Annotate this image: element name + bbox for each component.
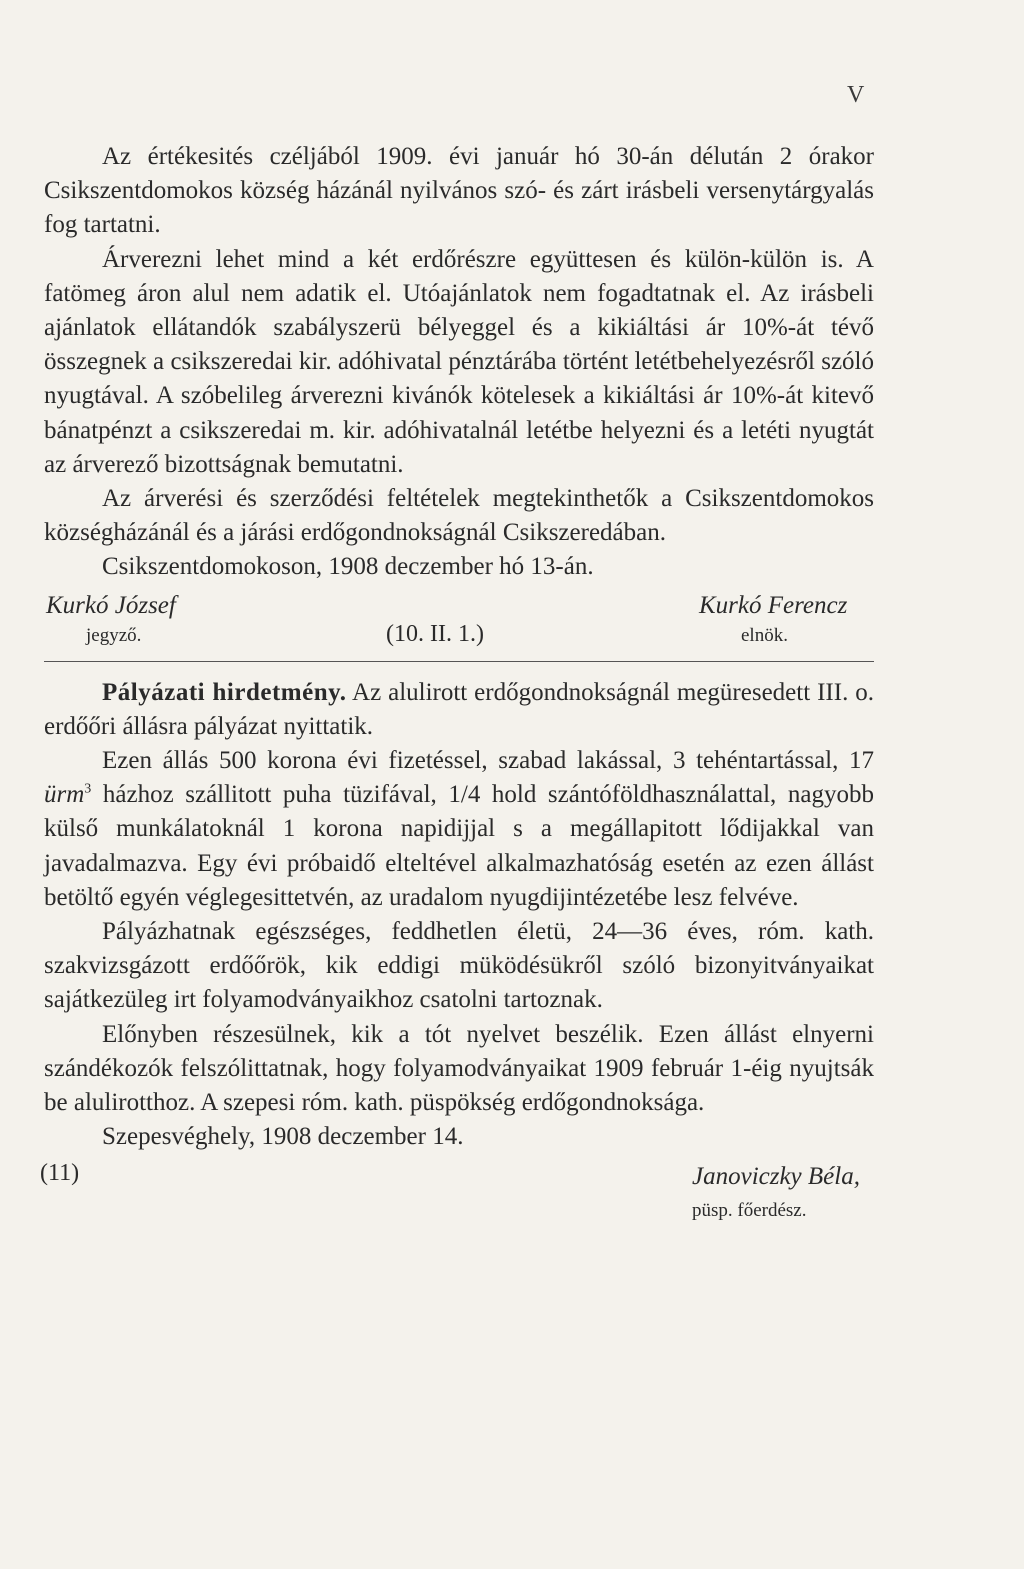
notice1-place-date: Csikszentdomokoson, 1908 deczember hó 13-án.	[102, 553, 594, 581]
notice2-paragraph-2	[44, 744, 874, 915]
notice1-paragraph-2: Árverezni lehet mind a két erdőrészre együttesen és külön-külön is. A fatömeg áron alul nem adatik el. Utóajánlatok nem fogadtatnak el. Az irásbeli ajánlatok ellátandók szabályszerü bélyeggel és a kikiáltási ár 10%-át tévő összegnek a csikszeredai kir. adóhivatal pénztárába történt letétbehelyezésről szóló nyugtával. A szóbelileg árverezni kivánók kötelesek a kikiáltási ár 10%-át kitevő bánatpénzt a csikszeredai m. kir. adóhivatalnál letétbe helyezni és a letéti nyugtát az árverező bizottságnak bemutatni.	[44, 245, 874, 478]
signer-left-name: Kurkó József	[46, 591, 176, 619]
signer-right-role: elnök.	[741, 624, 788, 646]
notice2-heading: Pályázati hirdetmény.	[102, 678, 347, 706]
unit-text: ürm	[44, 781, 85, 809]
notice2-signature	[40, 1154, 874, 1234]
notice2-p2-part-b: házhoz szállitott puha tüzifával,	[102, 781, 437, 809]
notice2-reference: (11)	[40, 1160, 80, 1187]
signer-name: Janoviczky Béla,	[692, 1163, 860, 1191]
fraction-text: 1/4	[448, 781, 481, 809]
notice2-paragraph-3: Pályázhatnak egészséges, feddhetlen életü, 24—36 éves, róm. kath. szakvizsgázott erdőőrök, kik eddigi müködésükről szóló bizonyitványaikat sajátkezüleg irt folyamodványaikhoz csatolni tartoznak.	[44, 918, 874, 1014]
notice2-paragraph-4: Előnyben részesülnek, kik a tót nyelvet beszélik. Ezen állást elnyerni szándékozók felszólittatnak, hogy folyamodványaikat 1909 február 1-éig nyujtsák be alulirotthoz. A szepesi róm. kath. püspökség erdőgondnoksága.	[44, 1020, 874, 1117]
page-number: V	[847, 82, 865, 108]
notice1-paragraph-3: Az árverési és szerződési feltételek megtekinthetők a Csikszentdomokos községházánál és a járási erdőgondnokságnál Csikszeredában.	[44, 485, 874, 547]
notice1-reference: (10. II. 1.)	[386, 620, 484, 647]
signer-left-role: jegyző.	[86, 624, 142, 646]
section-divider	[44, 661, 874, 662]
text-column	[40, 140, 874, 1234]
signer-role: püsp. főerdész.	[692, 1200, 807, 1222]
notice2-p1-text: Az alulirott erdőgondnokságnál megüresedett III. o. erdőőri állásra pályázat nyittatik.	[44, 678, 874, 740]
notice2-p2-part-a: Ezen állás 500 korona évi fizetéssel, szabad lakással, 3 tehéntartással, 17	[102, 747, 874, 775]
notice2-paragraph-1	[44, 676, 874, 744]
signer-right-name: Kurkó Ferencz	[699, 591, 848, 619]
notice2-place-date: Szepesvéghely, 1908 deczember 14.	[102, 1123, 464, 1151]
notice1-signatures	[44, 585, 874, 655]
notice2-p2-part-c: hold szántóföldhasználattal, nagyobb külső munkálatoknál 1 korona napidijjal s a megállapitott lődijakkal van javadalmazva. Egy évi próbaidő elteltével alkalmazhatóság esetén az ezen állást betöltő egyén véglegesittetvén, az uradalom nyugdijintézetébe lesz felvéve.	[44, 781, 874, 911]
notice1-paragraph-1: Az értékesités czéljából 1909. évi január hó 30-án délután 2 órakor Csikszentdomokos község házánál nyilvános szó- és zárt irásbeli versenytárgyalás fog tartatni.	[44, 143, 874, 239]
unit-superscript: 3	[84, 781, 92, 797]
